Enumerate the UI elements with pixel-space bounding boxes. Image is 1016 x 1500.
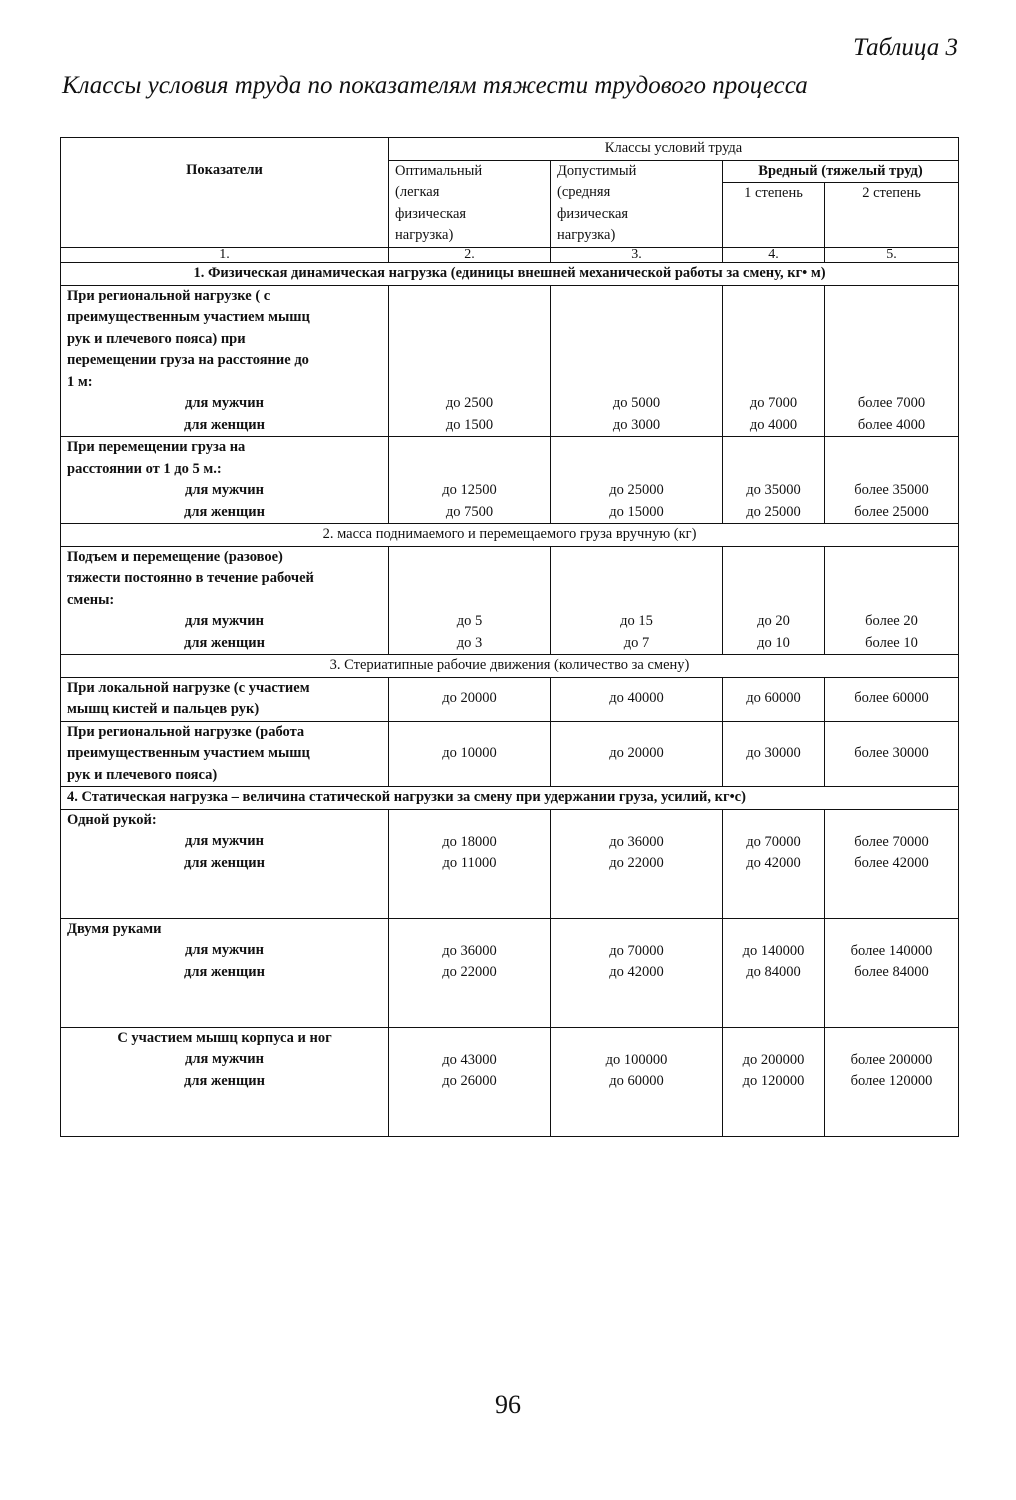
indicator-cell: Двумя руками для мужчин для женщин bbox=[61, 918, 389, 1027]
value-cell: до 70000 до 42000 bbox=[551, 918, 723, 1027]
col-number: 1. bbox=[61, 248, 389, 263]
value-cell: до 36000 до 22000 bbox=[389, 918, 551, 1027]
section-title-2: 2. масса поднимаемого и перемещаемого груза вручную (кг) bbox=[61, 524, 959, 547]
value-cell: до 5000 до 3000 bbox=[551, 285, 723, 437]
value-cell: до 20000 bbox=[389, 677, 551, 721]
page-number: 96 bbox=[495, 1390, 521, 1419]
value-cell: более 140000 более 84000 bbox=[825, 918, 959, 1027]
section-row bbox=[61, 524, 959, 547]
column-numbers-row bbox=[61, 248, 959, 263]
col-number: 2. bbox=[389, 248, 551, 263]
section-row bbox=[61, 787, 959, 810]
value-cell: до 30000 bbox=[723, 721, 825, 787]
value-cell: более 7000 более 4000 bbox=[825, 285, 959, 437]
header-optimal: Оптимальный (легкая физическая нагрузка) bbox=[389, 160, 551, 248]
indicator-cell: При перемещении груза на расстоянии от 1 до 5 м.: для мужчин для женщин bbox=[61, 437, 389, 524]
table-row bbox=[61, 437, 959, 524]
value-cell: до 2500 до 1500 bbox=[389, 285, 551, 437]
value-cell: более 20 более 10 bbox=[825, 546, 959, 655]
col-number: 4. bbox=[723, 248, 825, 263]
table-row bbox=[61, 677, 959, 721]
table-row bbox=[61, 1027, 959, 1136]
value-cell: до 18000 до 11000 bbox=[389, 809, 551, 918]
section-title-1: 1. Физическая динамическая нагрузка (единицы внешней механической работы за смену, кг• м) bbox=[61, 263, 959, 286]
table-row bbox=[61, 546, 959, 655]
header-allowed: Допустимый (средняя физическая нагрузка) bbox=[551, 160, 723, 248]
indicator-cell: При локальной нагрузке (с участием мышц кистей и пальцев рук) bbox=[61, 677, 389, 721]
header-harmful: Вредный (тяжелый труд) bbox=[723, 160, 959, 183]
section-row bbox=[61, 655, 959, 678]
indicator-cell: Подъем и перемещение (разовое) тяжести постоянно в течение рабочей смены: для мужчин для женщин bbox=[61, 546, 389, 655]
value-cell: до 35000 до 25000 bbox=[723, 437, 825, 524]
value-cell: более 35000 более 25000 bbox=[825, 437, 959, 524]
section-title-4: 4. Статическая нагрузка – величина статической нагрузки за смену при удержании груза, усилий, кг•с) bbox=[61, 787, 959, 810]
section-row bbox=[61, 263, 959, 286]
header-indicators: Показатели bbox=[61, 138, 389, 248]
value-cell: до 70000 до 42000 bbox=[723, 809, 825, 918]
table-caption-number: Таблица 3 bbox=[853, 34, 958, 61]
work-conditions-table bbox=[60, 137, 959, 1137]
table-row bbox=[61, 918, 959, 1027]
col-number: 5. bbox=[825, 248, 959, 263]
value-cell: до 40000 bbox=[551, 677, 723, 721]
value-cell: до 20 до 10 bbox=[723, 546, 825, 655]
header-degree-2: 2 степень bbox=[825, 183, 959, 248]
table-caption-title: Классы условия труда по показателям тяжести трудового процесса bbox=[62, 72, 808, 99]
indicator-cell: С участием мышц корпуса и ног для мужчин для женщин bbox=[61, 1027, 389, 1136]
value-cell: более 60000 bbox=[825, 677, 959, 721]
value-cell: до 36000 до 22000 bbox=[551, 809, 723, 918]
col-number: 3. bbox=[551, 248, 723, 263]
value-cell: до 10000 bbox=[389, 721, 551, 787]
value-cell: до 140000 до 84000 bbox=[723, 918, 825, 1027]
indicator-cell: При региональной нагрузке (работа преимущественным участием мышц рук и плечевого пояса) bbox=[61, 721, 389, 787]
table-row bbox=[61, 285, 959, 437]
value-cell: до 100000 до 60000 bbox=[551, 1027, 723, 1136]
value-cell: до 60000 bbox=[723, 677, 825, 721]
value-cell: до 7000 до 4000 bbox=[723, 285, 825, 437]
table-row bbox=[61, 721, 959, 787]
value-cell: до 25000 до 15000 bbox=[551, 437, 723, 524]
value-cell: более 200000 более 120000 bbox=[825, 1027, 959, 1136]
indicator-cell: При региональной нагрузке ( с преимущественным участием мышц рук и плечевого пояса) при перемещении груза на расстояние до 1 м: для мужчин для женщин bbox=[61, 285, 389, 437]
value-cell: до 5 до 3 bbox=[389, 546, 551, 655]
value-cell: до 12500 до 7500 bbox=[389, 437, 551, 524]
section-title-3: 3. Стериатипные рабочие движения (количество за смену) bbox=[61, 655, 959, 678]
header-classes: Классы условий труда bbox=[389, 138, 959, 161]
value-cell: до 43000 до 26000 bbox=[389, 1027, 551, 1136]
header-degree-1: 1 степень bbox=[723, 183, 825, 248]
value-cell: более 30000 bbox=[825, 721, 959, 787]
indicator-cell: Одной рукой: для мужчин для женщин bbox=[61, 809, 389, 918]
value-cell: до 20000 bbox=[551, 721, 723, 787]
value-cell: до 15 до 7 bbox=[551, 546, 723, 655]
value-cell: более 70000 более 42000 bbox=[825, 809, 959, 918]
value-cell: до 200000 до 120000 bbox=[723, 1027, 825, 1136]
header-row-1 bbox=[61, 138, 959, 161]
table-row bbox=[61, 809, 959, 918]
